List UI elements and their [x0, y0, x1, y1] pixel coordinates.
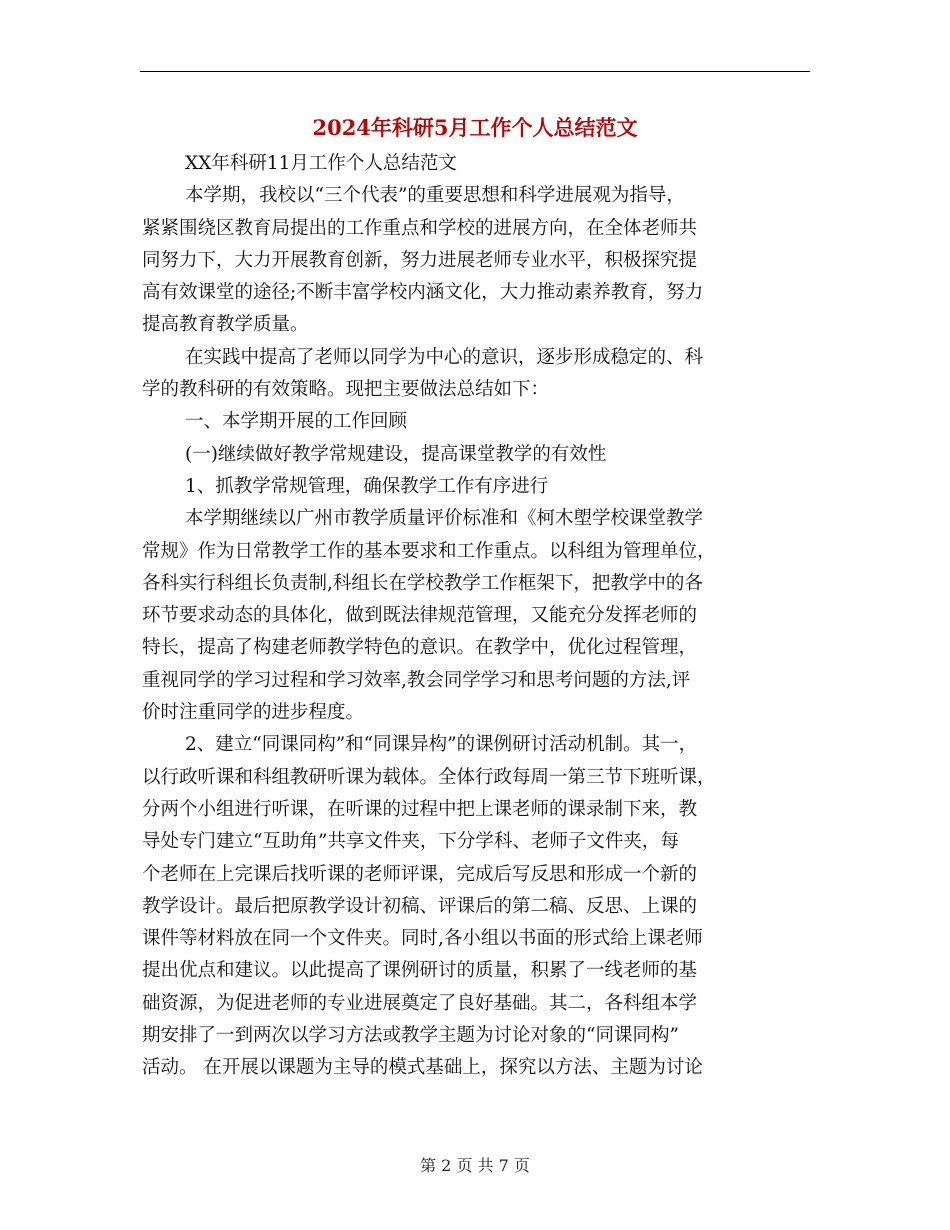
text-line: (一)继续做好教学常规建设，提高课堂教学的有效性 — [185, 443, 607, 465]
text-line: 1、抓教学常规管理，确保教学工作有序进行 — [185, 475, 549, 497]
header-rule — [140, 71, 810, 72]
text-line: 各科实行科组长负责制,科组长在学校教学工作框架下，把教学中的各 — [142, 572, 703, 594]
text-line: 分两个小组进行听课，在听课的过程中把上课老师的课录制下来，教 — [142, 798, 698, 820]
document-body — [142, 148, 812, 1085]
page-number: 第 2 页 共 7 页 — [420, 1156, 530, 1175]
text-line: 重视同学的学习过程和学习效率,教会同学学习和思考问题的方法,评 — [142, 669, 691, 691]
text-line: 期安排了一到两次以学习方法或教学主题为讨论对象的“同课同构” — [142, 1025, 679, 1047]
text-line: 课件等材料放在同一个文件夹。同时,各小组以书面的形式给上课老师 — [142, 928, 703, 950]
text-line: 教学设计。最后把原教学设计初稿、评课后的第二稿、反思、上课的 — [142, 895, 698, 917]
text-line: 提出优点和建议。以此提高了课例研讨的质量，积累了一线老师的基 — [142, 960, 698, 982]
text-line: 本学期，我校以“三个代表”的重要思想和科学进展观为指导， — [185, 185, 685, 207]
text-line: 在实践中提高了老师以同学为中心的意识，逐步形成稳定的、科 — [185, 346, 704, 368]
text-line: 价时注重同学的进步程度。 — [142, 702, 365, 724]
text-line: 以行政听课和科组教研听课为载体。全体行政每周一第三节下班听课， — [142, 766, 716, 788]
text-line: 一、本学期开展的工作回顾 — [185, 411, 408, 433]
text-line: 个老师在上完课后找听课的老师评课，完成后写反思和形成一个新的 — [142, 863, 698, 885]
text-line: 紧紧围绕区教育局提出的工作重点和学校的进展方向，在全体老师共 — [142, 217, 698, 239]
text-line: 导处专门建立“互助角”共享文件夹，下分学科、老师子文件夹，每 — [142, 831, 679, 853]
text-line: 特长，提高了构建老师教学特色的意识。在教学中，优化过程管理， — [142, 637, 698, 659]
text-line: XX年科研11月工作个人总结范文 — [185, 153, 457, 174]
text-line: 础资源，为促进老师的专业进展奠定了良好基础。其二，各科组本学 — [142, 992, 698, 1014]
document-title: 2024年科研5月工作个人总结范文 — [312, 115, 638, 140]
text-line: 高有效课堂的途径;不断丰富学校内涵文化，大力推动素养教育，努力 — [142, 282, 704, 304]
text-line: 学的教科研的有效策略。现把主要做法总结如下： — [142, 379, 550, 401]
text-line: 本学期继续以广州市教学质量评价标准和《柯木塱学校课堂教学 — [185, 508, 704, 530]
text-line: 环节要求动态的具体化，做到既法律规范管理，又能充分发挥老师的 — [142, 605, 698, 627]
text-line: 同努力下，大力开展教育创新，努力进展老师专业水平，积极探究提 — [142, 249, 698, 271]
text-line: 提高教育教学质量。 — [142, 314, 309, 336]
text-line: 活动。 在开展以课题为主导的模式基础上，探究以方法、主题为讨论 — [142, 1057, 703, 1079]
text-line: 常规》作为日常教学工作的基本要求和工作重点。以科组为管理单位， — [142, 540, 716, 562]
text-line: 2、建立“同课同构”和“同课异构”的课例研讨活动机制。其一， — [185, 734, 698, 756]
